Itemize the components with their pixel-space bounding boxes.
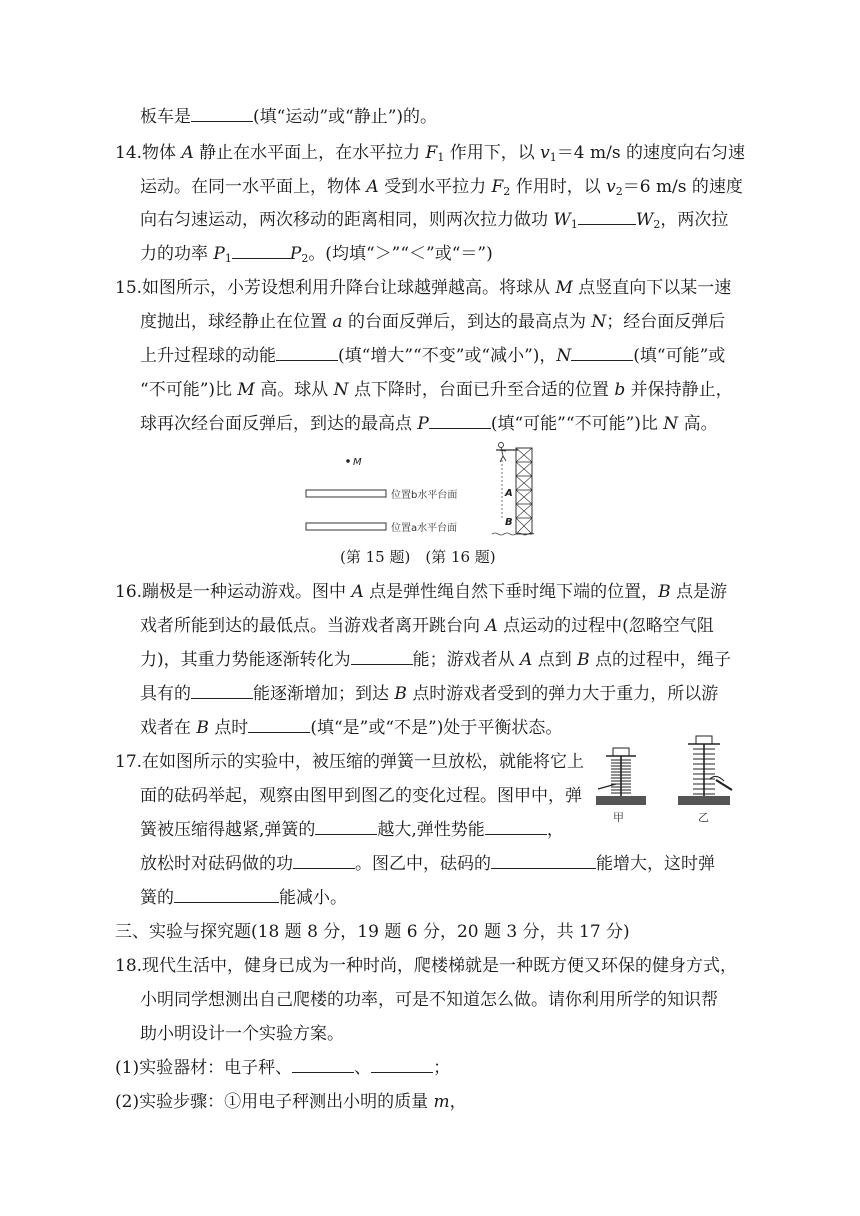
figure-17 — [592, 734, 752, 826]
label-m: M — [353, 457, 362, 468]
q17-line-4: 放松时对砝码做的功 。图乙中，砝码的 能增大，这时弹 — [140, 854, 715, 874]
section-3-title: 三、实验与探究题(18 题 8 分，19 题 6 分，20 题 3 分，共 17 分) — [115, 922, 630, 942]
label-a-point: A — [505, 488, 513, 499]
spring-apparatus-yi — [678, 736, 732, 805]
label-yi: 乙 — [698, 811, 709, 824]
q14-line-4: 力的功率 $P_1$ $P_2$。(均填“＞”“＜”或“＝”) — [140, 244, 493, 265]
q17-line-1: 17.在如图所示的实验中，被压缩的弹簧一旦放松，就能将它上 — [115, 752, 585, 772]
answer-blank[interactable] — [571, 345, 633, 361]
q15-line-3: 上升过程球的动能 (填“增大”“不变”或“减小”)，N (填“可能”或 — [140, 346, 726, 366]
platform-b — [306, 490, 386, 497]
platform-a — [306, 523, 386, 530]
q14-line-2: 运动。在同一水平面上，物体 A 受到水平拉力 $F_2$ 作用时，以 $v_2=6$ m/s 的速度 — [140, 177, 743, 198]
answer-blank[interactable] — [276, 345, 338, 361]
answer-blank[interactable] — [578, 209, 636, 225]
q17-line-5: 簧的 能减小。 — [140, 888, 347, 908]
q15-line-2: 度抛出，球经静止在位置 a 的台面反弹后，到达的最高点为 N；经台面反弹后 — [140, 312, 726, 332]
bungee-tower — [496, 448, 532, 534]
jumper-figure — [499, 443, 507, 521]
answer-blank[interactable] — [371, 1057, 433, 1073]
answer-blank[interactable] — [485, 819, 547, 835]
answer-blank[interactable] — [248, 717, 310, 733]
q18-line-2: 小明同学想测出自己爬楼的功率，可是不知道怎么做。请你利用所学的知识帮 — [140, 990, 718, 1010]
q16-line-5: 戏者在 B 点时 (填“是”或“不是”)处于平衡状态。 — [140, 718, 563, 738]
label-position-a: 位置a水平台面 — [391, 523, 458, 534]
q16-line-1: 16.蹦极是一种运动游戏。图中 A 点是弹性绳自然下垂时绳下端的位置，B 点是游 — [115, 582, 728, 602]
q16-line-4: 具有的 能逐渐增加；到达 B 点时游戏者受到的弹力大于重力，所以游 — [140, 684, 719, 704]
ball-point-m — [346, 459, 350, 463]
label-jia: 甲 — [613, 811, 624, 824]
answer-blank[interactable] — [174, 887, 279, 903]
answer-blank[interactable] — [232, 243, 290, 259]
q18-line-3: 助小明设计一个实验方案。 — [140, 1024, 344, 1044]
q14-line-1: 14.物体 A 静止在水平面上，在水平拉力 $F_1$ 作用下，以 $v_1=4$ m/s 的速度向右匀速 — [115, 143, 745, 164]
answer-blank[interactable] — [292, 1057, 354, 1073]
answer-blank[interactable] — [191, 683, 253, 699]
answer-blank[interactable] — [351, 649, 413, 665]
label-b-point: B — [505, 517, 513, 528]
answer-blank[interactable] — [293, 853, 355, 869]
q18-part-1: (1)实验器材：电子秤、 、 ； — [115, 1058, 451, 1078]
q17-line-3: 簧被压缩得越紧,弹簧的 越大,弹性势能 ， — [140, 820, 564, 840]
q18-part-2: (2)实验步骤：①用电子秤测出小明的质量 m， — [115, 1092, 467, 1112]
answer-blank[interactable] — [191, 106, 253, 122]
spring-apparatus-jia — [596, 748, 646, 805]
water-surface — [492, 533, 534, 535]
q17-line-2: 面的砝码举起，观察由图甲到图乙的变化过程。图甲中，弹 — [140, 786, 582, 806]
answer-blank[interactable] — [315, 819, 377, 835]
prev-question-tail: 板车是 (填“运动”或“静止”)的。 — [140, 107, 438, 127]
figure-15-16 — [296, 440, 546, 542]
q15-line-5: 球再次经台面反弹后，到达的最高点 P (填“可能”“不可能”)比 N 高。 — [140, 414, 718, 434]
answer-blank[interactable] — [429, 413, 491, 429]
q18-line-1: 18.现代生活中，健身已成为一种时尚，爬楼梯就是一种既方便又环保的健身方式， — [115, 956, 738, 976]
label-position-b: 位置b水平台面 — [391, 490, 458, 501]
q15-line-4: “不可能”)比 M 高。球从 N 点下降时，台面已升至合适的位置 b 并保持静止， — [140, 380, 733, 400]
answer-blank[interactable] — [491, 853, 596, 869]
q16-line-2: 戏者所能到达的最低点。当游戏者离开跳台向 A 点运动的过程中(忽略空气阻 — [140, 616, 714, 636]
q14-line-3: 向右匀速运动，两次移动的距离相同，则两次拉力做功 $W_1$ $W_2$，两次拉 — [140, 210, 729, 231]
q15-line-1: 15.如图所示，小芳设想利用升降台让球越弹越高。将球从 M 点竖直向下以某一速 — [115, 278, 732, 298]
q16-line-3: 力)，其重力势能逐渐转化为 能；游戏者从 A 点到 B 点的过程中，绳子 — [140, 650, 732, 670]
figure-caption: (第 15 题) (第 16 题) — [340, 548, 496, 566]
